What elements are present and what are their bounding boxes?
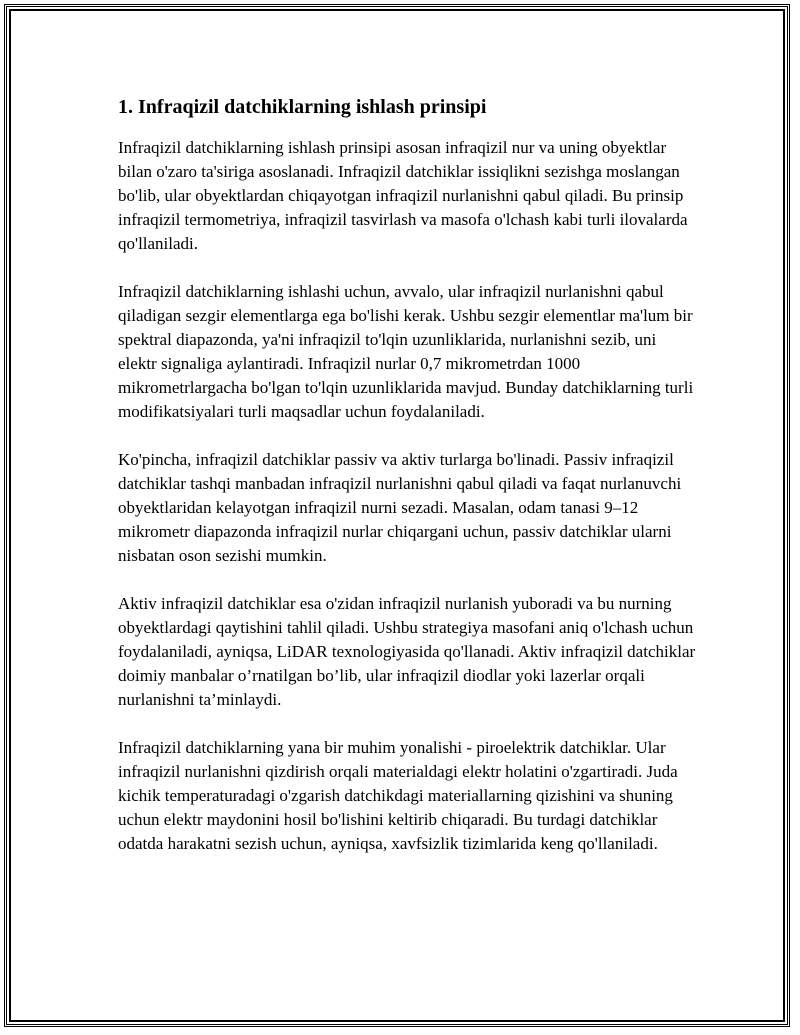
paragraph-5: Infraqizil datchiklarning yana bir muhim yonalishi - piroelektrik datchiklar. Ular infraqizil nurlanishni qizdirish orqali materialdagi elektr holatini o'zgartiradi. Juda kichik temperaturadagi o'zgarish datchikdagi materiallarning qizishini va shuning uchun elektr maydonini hosil bo'lishini keltirib chiqaradi. Bu turdagi datchiklar odatda harakatni sezish uchun, ayniqsa, xavfsizlik tizimlarida keng qo'llaniladi.	[118, 738, 678, 853]
paragraph-1: Infraqizil datchiklarning ishlash prinsipi asosan infraqizil nur va uning obyektlar bilan o'zaro ta'siriga asoslanadi. Infraqizil datchiklar issiqlikni sezishga moslangan bo'lib, ular obyektlardan chiqayotgan infraqizil nurlanishni qabul qiladi. Bu prinsip infraqizil termometriya, infraqizil tasvirlash va masofa o'lchash kabi turli ilovalarda qo'llaniladi.	[118, 138, 688, 253]
document-body	[118, 94, 698, 880]
paragraph-4: Aktiv infraqizil datchiklar esa o'zidan infraqizil nurlanish yuboradi va bu nurning obyektlardagi qaytishini tahlil qiladi. Ushbu strategiya masofani aniq o'lchash uchun foydalaniladi, ayniqsa, LiDAR texnologiyasida qo'llanadi. Aktiv infraqizil datchiklar doimiy manbalar o’rnatilgan bo’lib, ular infraqizil diodlar yoki lazerlar orqali nurlanishni ta’minlaydi.	[118, 594, 696, 709]
paragraph-3: Ko'pincha, infraqizil datchiklar passiv va aktiv turlarga bo'linadi. Passiv infraqizil datchiklar tashqi manbadan infraqizil nurlanishni qabul qiladi va faqat nurlanuvchi obyektlaridan kelayotgan infraqizil nurni sezadi. Masalan, odam tanasi 9–12 mikrometr diapazonda infraqizil nurlar chiqargani uchun, passiv datchiklar ularni nisbatan oson sezishi mumkin.	[118, 450, 682, 565]
section-heading: 1. Infraqizil datchiklarning ishlash prinsipi	[118, 96, 487, 118]
paragraph-2: Infraqizil datchiklarning ishlashi uchun, avvalo, ular infraqizil nurlanishni qabul qiladigan sezgir elementlarga ega bo'lishi kerak. Ushbu sezgir elementlar ma'lum bir spektral diapazonda, ya'ni infraqizil to'lqin uzunliklarida, nurlanishni sezib, uni elektr signaliga aylantiradi. Infraqizil nurlar 0,7 mikrometrdan 1000 mikrometrlargacha bo'lgan to'lqin uzunliklarida mavjud. Bunday datchiklarning turli modifikatsiyalari turli maqsadlar uchun foydalaniladi.	[118, 282, 694, 421]
